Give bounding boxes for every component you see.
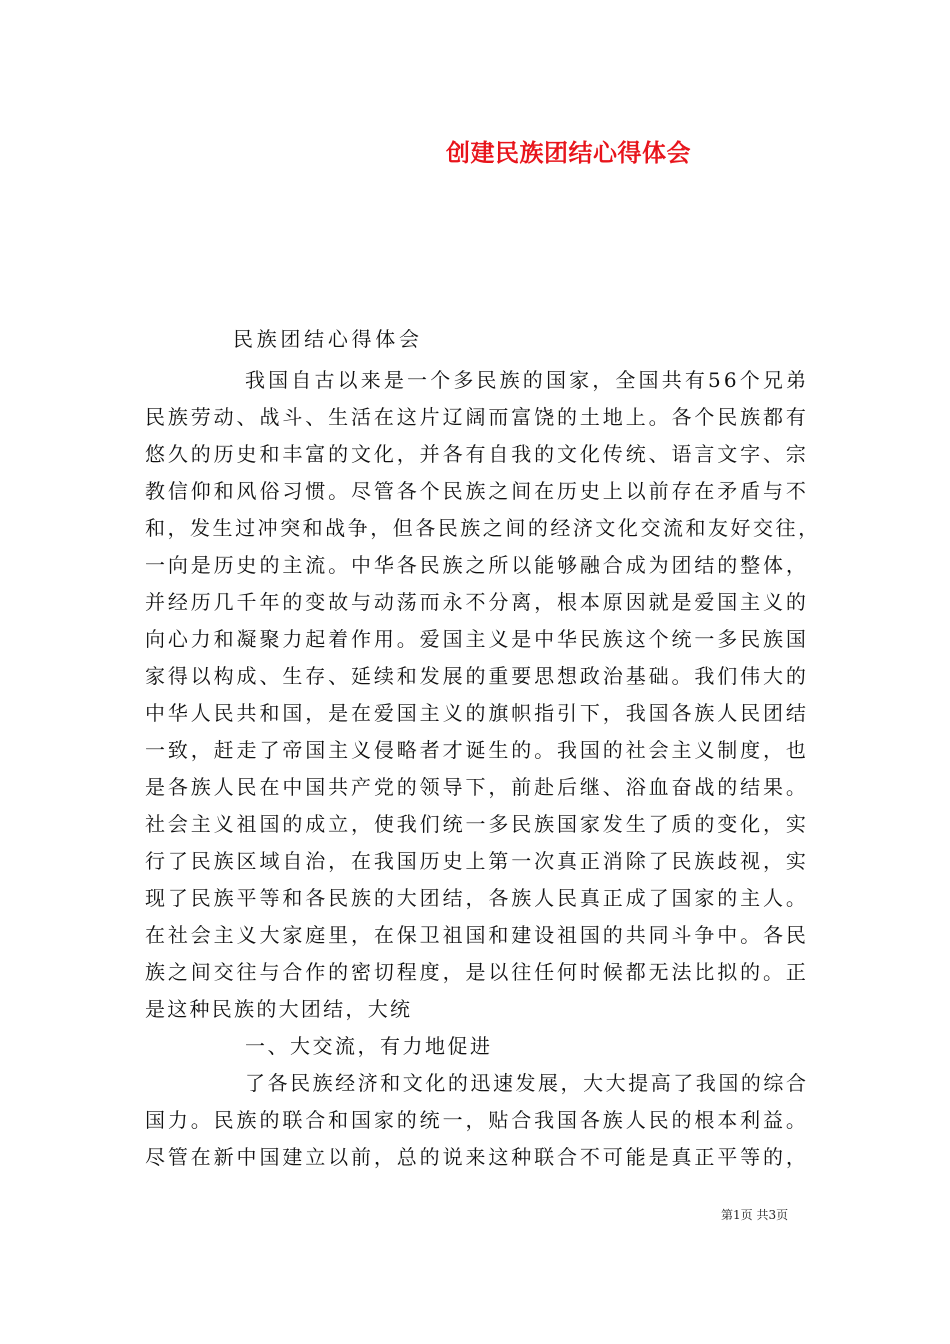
body-line: 一、大交流，有力地促进 [245,1034,493,1058]
body-line: 是各族人民在中国共产党的领导下，前赴后继、浴血奋战的结果。 [145,775,809,799]
page-number: 第1页 共3页 [721,1208,789,1222]
body-line: 一向是历史的主流。中华各民族之所以能够融合成为团结的整体， [145,553,809,577]
body-line: 家得以构成、生存、延续和发展的重要思想政治基础。我们伟大的 [145,664,809,688]
body-line: 教信仰和风俗习惯。尽管各个民族之间在历史上以前存在矛盾与不 [145,479,809,503]
body-line: 民族劳动、战斗、生活在这片辽阔而富饶的土地上。各个民族都有 [145,405,809,429]
body-line: 国力。民族的联合和国家的统一，贴合我国各族人民的根本利益。 [145,1108,809,1132]
body-line: 在社会主义大家庭里，在保卫祖国和建设祖国的共同斗争中。各民 [145,923,809,947]
body-line: 和，发生过冲突和战争，但各民族之间的经济文化交流和友好交往， [145,516,821,540]
body-line: 是这种民族的大团结，大统 [145,997,413,1021]
body-line: 民族团结心得体会 [233,327,423,351]
body-line: 并经历几千年的变故与动荡而永不分离，根本原因就是爱国主义的 [145,590,809,614]
body-line: 社会主义祖国的成立，使我们统一多民族国家发生了质的变化，实 [145,812,809,836]
body-line: 悠久的历史和丰富的文化，并各有自我的文化传统、语言文字、宗 [145,442,809,466]
body-line: 一致，赶走了帝国主义侵略者才诞生的。我国的社会主义制度，也 [145,738,809,762]
body-line: 现了民族平等和各民族的大团结，各族人民真正成了国家的主人。 [145,886,809,910]
body-line: 中华人民共和国，是在爱国主义的旗帜指引下，我国各族人民团结 [145,701,809,725]
page-title: 创建民族团结心得体会 [446,138,691,167]
body-line: 族之间交往与合作的密切程度，是以往任何时候都无法比拟的。正 [145,960,809,984]
body-line: 我国自古以来是一个多民族的国家，全国共有56个兄弟 [245,368,810,392]
body-line: 行了民族区域自治，在我国历史上第一次真正消除了民族歧视，实 [145,849,809,873]
body-line: 向心力和凝聚力起着作用。爱国主义是中华民族这个统一多民族国 [145,627,809,651]
body-line: 尽管在新中国建立以前，总的说来这种联合不可能是真正平等的， [145,1145,809,1169]
body-line: 了各民族经济和文化的迅速发展，大大提高了我国的综合 [245,1071,809,1095]
